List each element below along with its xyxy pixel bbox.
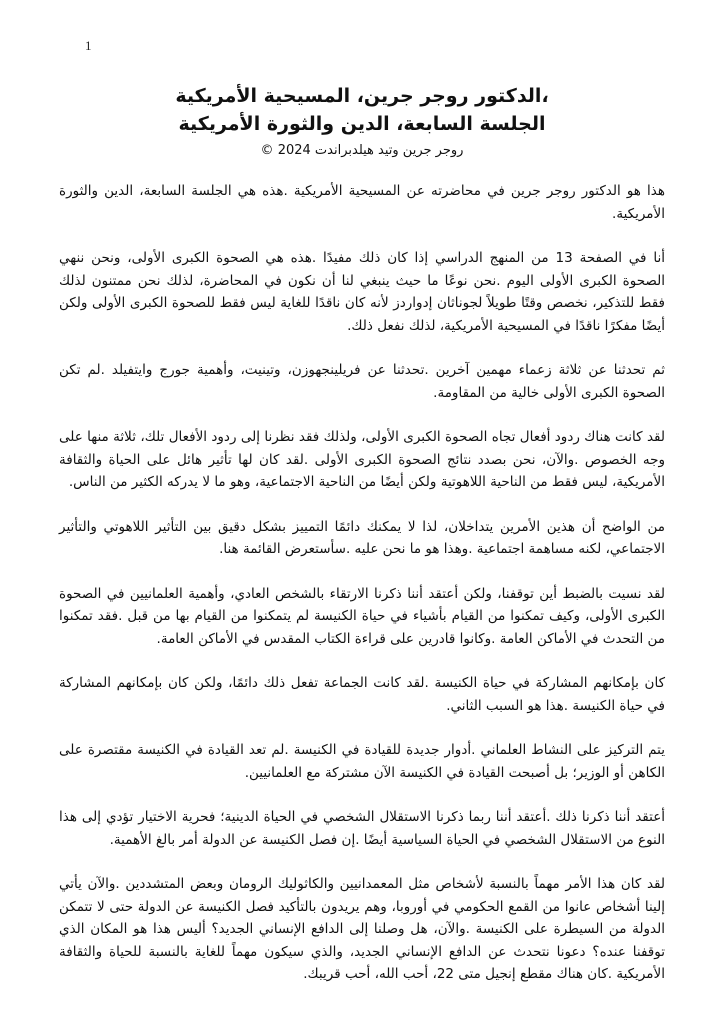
paragraph: أعتقد أننا ذكرنا ذلك .أعتقد أننا ربما ذكرنا الاستقلال الشخصي في الحياة الدينية؛ فحرية الاختيار تؤدي إلى هذا النوع من الاستقلال الشخصي في الحياة السياسية أيضًا .إن فصل الكنيسة عن الدولة أمر بالغ الأهمية. [59,809,665,848]
paragraph: كان بإمكانهم المشاركة في حياة الكنيسة .لقد كانت الجماعة تفعل ذلك دائمًا، ولكن كان بإمكانهم المشاركة في حياة الكنيسة .هذا هو السبب الثاني. [59,675,665,714]
paragraph: هذا هو الدكتور روجر جرين في محاضرته عن المسيحية الأمريكية .هذه هي الجلسة السابعة، الدين والثورة الأمريكية. [59,183,665,222]
page-number: 1 [85,38,92,53]
paragraph: أنا في الصفحة 13 من المنهج الدراسي إذا كان ذلك مفيدًا .هذه هي الصحوة الكبرى الأولى، ونحن ننهي الصحوة الكبرى الأولى اليوم .نحن نوعًا ما حيث ينبغي لنا أن نكون في المحاضرة، لذلك نحن ممتنون لذلك فقط للتذكير، نخصص وقتًا طويلاً لجوناثان إدواردز لأنه كان ناقدًا للغاية ليس فقط للصحوة الكبرى الأولى ولكن أيضًا مفكرًا ناقدًا في المسيحية الأمريكية، لذلك نفعل ذلك. [59,250,666,334]
document-title-line-1: ،الدكتور روجر جرين، المسيحية الأمريكية [175,85,549,107]
document-title-line-2: الجلسة السابعة، الدين والثورة الأمريكية [178,113,546,135]
page-content [59,82,665,1008]
document-header [59,82,665,162]
paragraph: لقد كانت هناك ردود أفعال تجاه الصحوة الكبرى الأولى، ولذلك فقد نظرنا إلى ردود الأفعال تلك، ثلاثة منها على وجه الخصوص .والآن، نحن بصدد نتائج الصحوة الكبرى الأولى .لقد كان لها تأثير هائل على الحياة والثقافة الأمريكية، ليس فقط من الناحية اللاهوتية ولكن أيضًا من الناحية الاجتماعية، وهو ما لا يدركه الكثير من الناس. [59,429,665,490]
paragraph: لقد نسيت بالضبط أين توقفنا، ولكن أعتقد أننا ذكرنا الارتقاء بالشخص العادي، وأهمية العلمانيين في الصحوة الكبرى الأولى، وكيف تمكنوا من القيام بأشياء في حياة الكنيسة لم يتمكنوا من القيام بها من قبل .فقد تمكنوا من التحدث في الأماكن العامة .وكانوا قادرين على قراءة الكتاب المقدس في الأماكن العامة. [59,585,665,647]
paragraph: لقد كان هذا الأمر مهماً بالنسبة لأشخاص مثل المعمدانيين والكاثوليك الرومان وبعض المتشددين .والآن يأتي إلينا أشخاص عانوا من القمع الحكومي في أوروبا، وهم يريدون بالتأكيد فصل الكنيسة عن الدولة حتى لا تتمكن الدولة من السيطرة على الكنيسة .والآن، هل وصلنا إلى الدافع الإنساني الجديد؟ أليس هذا هو المكان الذي توقفنا عنده؟ دعونا نتحدث عن الدافع الإنساني الجديد، والذي سيكون مهماً للغاية بالنسبة للحياة والثقافة الأمريكية .كان هناك مقطع إنجيل متى 22، أحب الله، أحب قريبك. [59,876,665,982]
copyright-byline: روجر جرين وتيد هيلدبراندت 2024 © [260,143,464,158]
paragraph: يتم التركيز على النشاط العلماني .أدوار جديدة للقيادة في الكنيسة .لم تعد القيادة في الكنيسة مقتصرة على الكاهن أو الوزير؛ بل أصبحت القيادة في الكنيسة الآن مشتركة مع العلمانيين. [59,742,665,781]
transcript-body [59,180,665,986]
paragraph: من الواضح أن هذين الأمرين يتداخلان، لذا لا يمكنك دائمًا التمييز بشكل دقيق بين التأثير اللاهوتي والتأثير الاجتماعي، لكنه مساهمة اجتماعية .وهذا هو ما نحن عليه .سأستعرض القائمة هنا. [59,518,665,557]
paragraph: ثم تحدثنا عن ثلاثة زعماء مهمين آخرين .تحدثنا عن فريلينجهوزن، وتينيت، وأهمية جورج وايتفيلد .لم تكن الصحوة الكبرى الأولى خالية من المقاومة. [59,362,665,401]
